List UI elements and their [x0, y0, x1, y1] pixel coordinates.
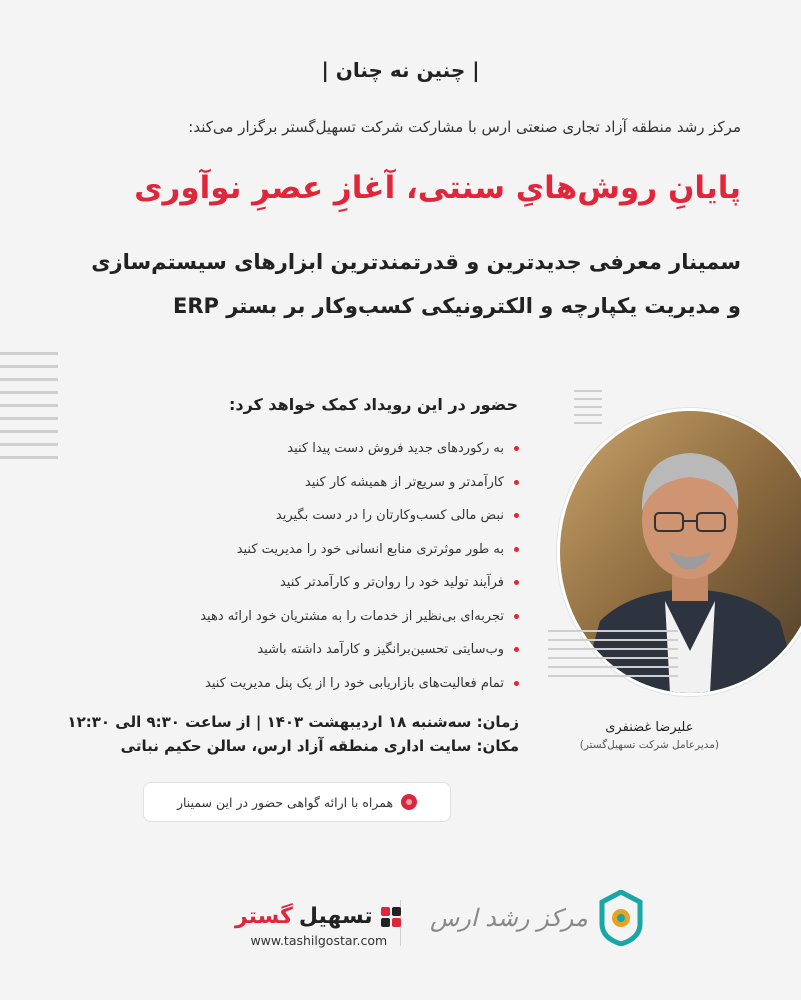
- decorative-lines: [548, 630, 678, 684]
- subtitle-line: سمینار معرفی جدیدترین و قدرتمندترین ابزارهای سیستم‌سازی: [91, 250, 741, 274]
- list-item: به طور موثرتری منابع انسانی خود را مدیریت کنید: [99, 533, 519, 567]
- website-url[interactable]: www.tashilgostar.com: [250, 933, 388, 948]
- list-item: تجربه‌ای بی‌نظیر از خدمات را به مشتریان خود ارائه دهید: [99, 600, 519, 634]
- tashilgostar-logo: [235, 904, 403, 948]
- brand-name: [235, 904, 403, 929]
- speaker-caption: [580, 720, 719, 751]
- benefits-title: حضور در این رویداد کمک خواهد کرد:: [228, 395, 518, 414]
- subtitle: [30, 240, 741, 328]
- bullet-dot-icon: [514, 547, 519, 552]
- benefits-list: [99, 432, 519, 700]
- list-item: کارآمدتر و سریع‌تر از همیشه کار کنید: [99, 466, 519, 500]
- certificate-badge: [143, 782, 451, 822]
- event-place: مکان: سایت اداری منطقه آزاد ارس، سالن حکیم نباتی: [120, 737, 519, 755]
- brand-name-first: تسهیل: [298, 904, 373, 929]
- brand-mark-icon: [379, 905, 403, 929]
- brand-name-second: گستر: [235, 904, 293, 929]
- decorative-lines: [574, 390, 602, 430]
- decorative-lines: [0, 352, 58, 469]
- bullet-dot-icon: [514, 446, 519, 451]
- headline: پایانِ روش‌هایِ سنتی، آغازِ عصرِ نوآوری: [134, 170, 741, 206]
- list-item: تمام فعالیت‌های بازاریابی خود را از یک پنل مدیریت کنید: [99, 667, 519, 701]
- bullet-dot-icon: [514, 480, 519, 485]
- seal-icon: [401, 794, 417, 810]
- event-details: [67, 710, 519, 758]
- bullet-dot-icon: [514, 513, 519, 518]
- bullet-dot-icon: [514, 647, 519, 652]
- subtitle-line: و مدیریت یکپارچه و الکترونیکی کسب‌وکار بر بستر ERP: [172, 294, 741, 318]
- speaker-role: (مدیرعامل شرکت تسهیل‌گستر): [579, 739, 719, 751]
- event-time: زمان: سه‌شنبه ۱۸ اردیبهشت ۱۴۰۳ | از ساعت ۹:۳۰ الی ۱۲:۳۰: [67, 713, 519, 731]
- list-item: وب‌سایتی تحسین‌برانگیز و کارآمد داشته باشید: [99, 633, 519, 667]
- incubator-mark-icon: [598, 890, 644, 946]
- incubator-name: مرکز رشد ارس: [430, 904, 588, 932]
- list-item: نبض مالی کسب‌وکارتان را در دست بگیرید: [99, 499, 519, 533]
- slogan: | چنین نه چنان |: [321, 58, 480, 82]
- list-item: فرآیند تولید خود را روان‌تر و کارآمدتر کنید: [99, 566, 519, 600]
- speaker-name: علیرضا غضنفری: [605, 720, 694, 735]
- bullet-dot-icon: [514, 580, 519, 585]
- list-item: به رکوردهای جدید فروش دست پیدا کنید: [99, 432, 519, 466]
- bullet-dot-icon: [514, 614, 519, 619]
- bullet-dot-icon: [514, 681, 519, 686]
- incubator-logo: [430, 890, 644, 946]
- certificate-text: همراه با ارائه گواهی حضور در این سمینار: [176, 794, 394, 810]
- intro-line: مرکز رشد منطقه آزاد تجاری صنعتی ارس با مشارکت شرکت تسهیل‌گستر برگزار می‌کند:: [188, 118, 741, 136]
